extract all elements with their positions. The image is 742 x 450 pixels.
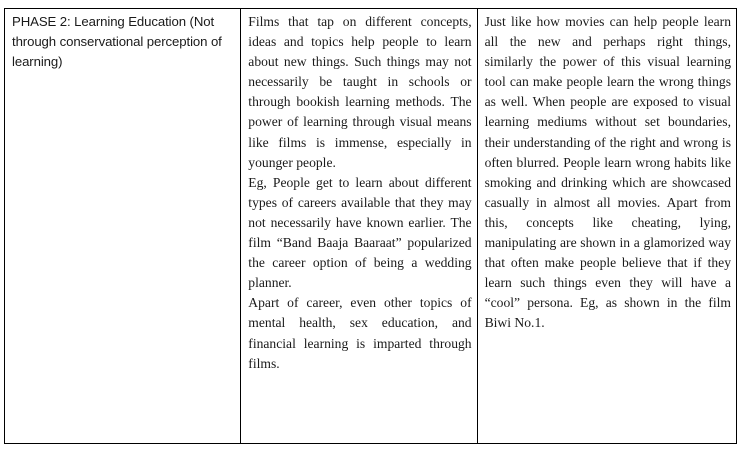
phase-label: PHASE 2: Learning Education (Not through conservational perception of learning) bbox=[12, 14, 222, 70]
positive-paragraph-2: Eg, People get to learn about different types of careers available that they may not necessarily have known earlier. The film “Band Baaja Baaraat” popularized the career option of being a wedding planner. bbox=[248, 174, 472, 291]
phase-table bbox=[4, 8, 737, 444]
negative-effects-cell bbox=[477, 9, 736, 444]
positive-effects-cell bbox=[241, 9, 477, 444]
table-row bbox=[5, 9, 737, 444]
positive-paragraph-1: Films that tap on different concepts, ideas and topics help people to learn about new things. Such things may not necessarily be taught in schools or through bookish learning methods. The power of learning through visual means like films is immense, especially in younger people. bbox=[248, 14, 472, 170]
phase-label-cell bbox=[5, 9, 241, 444]
positive-paragraph-3: Apart of career, even other topics of mental health, sex education, and financial learning is imparted through films. bbox=[248, 295, 472, 371]
negative-paragraph: Just like how movies can help people learn all the new and perhaps right things, similarly the power of this visual learning tool can make people learn the wrong things as well. When people are exposed to visual learning mediums without set boundaries, their understanding of the right and wrong is often blurred. People learn wrong habits like smoking and drinking which are showcased casually in almost all movies. Apart from this, concepts like cheating, lying, manipulating are shown in a glamorized way that often make people believe that if they learn such things even they will have a “cool” persona. Eg, as shown in the film Biwi No.1. bbox=[484, 14, 731, 331]
